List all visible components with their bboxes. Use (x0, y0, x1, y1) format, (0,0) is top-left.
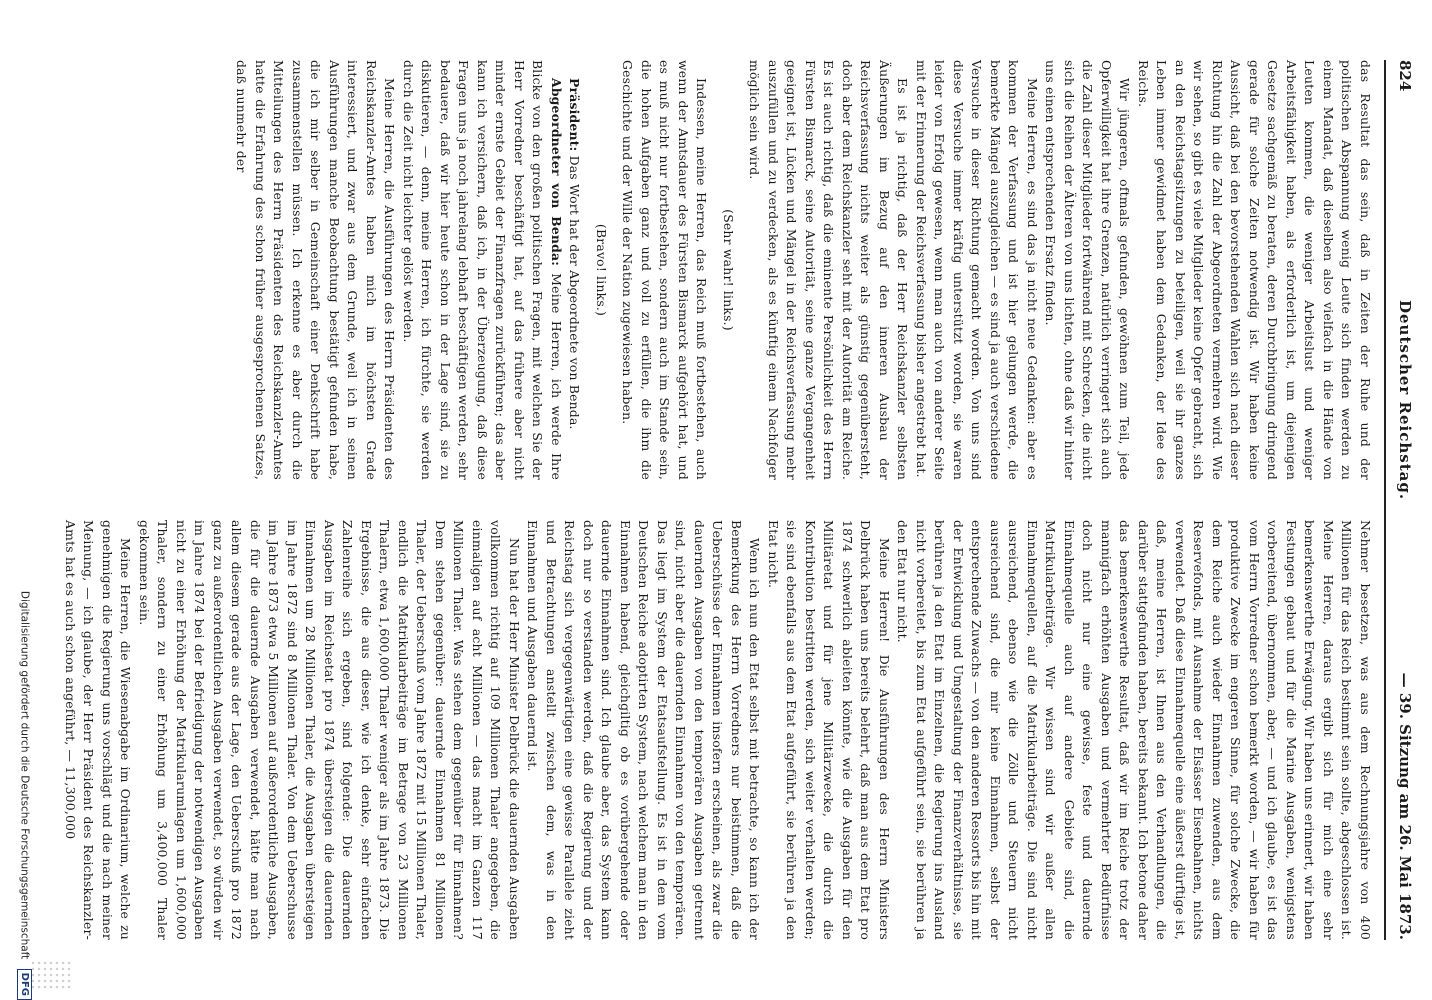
credit-text: Digitalisierung gefördert durch die Deutsche Forschungsgemeinschaft (18, 590, 31, 960)
text-column-left (144, 60, 1374, 480)
paragraph: das Resultat das sein, daß in Zeiten der Ruhe und der politischen Abspannung wenig Leute sich finden werden zu einem Mandat, daß dieselben also vielfach in die Hände von Leuten kommen, die weniger Arbeitslust und weniger Arbeitsfähigkeit haben, als erforderlich ist, um diejenigen Gesetze sachgemäß zu beraten, deren Durchbringung dringend gerade für solche Zeiten notwendig ist. Wir haben keine Aussicht, daß bei den bevorstehenden Wahlen sich nach dieser Richtung hin die Zahl der Abgeordneten vermehren wird. Wie wir sehen, so gibt es viele Mitglieder keine Opfer gebracht, sich an den Reichstagsitzungen zu beteiligen, weil sie ihr ganzes Leben immer gewidmet haben dem Gedanken, der Idee des Reichs. (1136, 60, 1373, 480)
paragraph: Nehmer besetzen, was aus dem Rechnungsjahre von 400 Millionen für das Reich bestimmt sein sollte, abgeschlossen ist. Meine Herren, daraus ergibt sich für mich eine sehr bemerkenswerthe Erwägung. Wir haben uns erinnert, wir haben Festungen gebaut und für die Marine Ausgaben, wenigstens vorbereitend, übernommen, aber, — und ich glaube, es ist das vom Herrn Vorredner schon bemerkt worden, — wir haben für produktive Zwecke im engeren Sinne, für solche Zwecke, die dem Reiche auch wieder Einnahmen zuwenden, aus dem Reservefonds, mit Ausnahme der Elsässer Eisenbahnen, nichts verwendet. Daß diese Einnahmequelle eine äußerst dürftige ist, daß, meine Herren, ist Ihnen aus den Verhandlungen, die darüber stattgefunden haben, bereits bekannt. Ich betone daher das bemerkenswerthe Resultat, daß wir im Reiche trotz der mannigfach erhöhten Ausgaben und vermehrter Bedürfnisse doch nicht nur eine gewisse, feste und dauernde Einnahmequelle auch auf andere Gebiete sind, die Matrikularbeiträge. Wir wissen sind wir außer allen Einnahmequellen, auf die Matrikularbeiträge. Die sind nicht ausreichend, ebenso wie die Zölle und Steuern nicht ausreichend sind, die mir keine Einnahmen, selbst der entsprechende Zuwachs — von den anderen Ressorts bis hin mit der Entwicklung und Umgestaltung der Finanzverhältnisse, sie berühren ja den Etat im Einzelnen, die Regierung ins Ausland nicht vorbereitet, bis zum Etat aufgeführt sein, sie berühren ja den Etat nur nicht. (895, 520, 1373, 940)
page-number: 824 (1396, 60, 1414, 92)
speech-text: Meine Herren, ich werde Ihre Blicke von den großen politischen Fragen, mit welchen Sie der Herr Vorredner beschäftigt hat, auf das frühere aber nicht minder ernste Gebiet der Finanzfragen zurückführen; das aber kann ich versichern, daß ich, in der Überzeugung, daß diese Fragen uns ja noch jahrelang lebhaft beschäftigen werden, sehr bedauere, daß wir hier heute schon in der Lage sind, sie zu diskutieren, — denn, meine Herren, ich fürchte, sie werden durch die Zeit nicht leichter gelöst werden. (401, 60, 564, 481)
scan-edge-artifact (32, 960, 72, 990)
digitization-credit (10, 400, 32, 1000)
interjection-remark: (Sehr wahr! links.) (721, 209, 736, 331)
text-column-right (63, 520, 1374, 940)
president-text: Das Wort hat der Abgeordnete von Benda. (567, 155, 583, 430)
speaker-label: Abgeordneter von Benda: (549, 78, 564, 266)
page-title: Deutscher Reichstag. (1396, 300, 1414, 501)
paragraph: Meine Herren, die Wiesenabgabe im Ordinarium, welche zu genehmigen die Regierung uns vorschlägt und die nach meiner Meinung, — ich glaube, der Herr Präsident des Reichskanzler-Amts hat es auch schon angeführt, — 11,300,000 (63, 520, 134, 940)
session-info: — 39. Sitzung am 26. Mai 1873. (1396, 672, 1414, 940)
speaker-label: Präsident: (567, 78, 583, 152)
interjection-remark: (Bravo! links.) (594, 223, 609, 317)
paragraph: Wenn ich nun den Etat selbst mit betrachte, so kann ich der Bemerkung des Herrn Vorredners nur beistimmen, daß die Ueberschüsse der Einnahmen insofern erscheinen, als zwar die dauernden Ausgaben von den temporären Ausgaben getrennt sind, nicht aber die dauernden Einnahmen von den temporären. Das liegt im System der Etatsaufstellung. Es ist in dem vom Deutschen Reiche adoptirten System, nach welchem man in den Einnahmen habend, gleichgiltig ob es vorübergehende oder dauernde Einnahmen sind. Ich glaube aber, das System kann doch nur so verstanden werden, daß die Regierung und der Reichstag sich vergegenwärtigen eine gewisse Parallele zieht und Betrachtungen anstellt zwischen dem, was in den Einnahmen und Ausgaben dauernd ist. (525, 520, 763, 940)
paragraph: Es ist ja richtig, daß der Herr Reichskanzler selbsten Äußerungen im Bezug auf den inneren Ausbau der Reichsverfassung nichts weiter als günstig gegenübersteht, doch aber dem Reichskanzler seht mit der Autorität am Reiche. Es ist auch richtig, daß die eminente Persönlichkeit des Herrn Fürsten Bismarck, seine Autorität, seine ganze Vergangenheit geeignet ist, Lücken und Mängel in der Reichsverfassung mehr auszufüllen und zu verdecken, als es künftig einem Nachfolger möglich sein wird. (747, 60, 911, 480)
dfg-logo-icon: DFG (17, 969, 32, 1000)
paragraph: Meine Herren! Die Ausführungen des Herrn Ministers Delbrück haben uns bereits belehrt, daß man aus dem Etat pro 1874 schwerlich ableiten könnte, wie die Ausgaben für den Militäretat und für jene Militärzwecke, die durch die Kontribution bestritten werden, sich weiter verhalten werden; sie sind ebenfalls aus dem Etat aufgeführt, sie berühren ja den Etat nicht. (766, 520, 892, 940)
president-paragraph (565, 60, 584, 480)
paragraph: Nun hat der Herr Minister Delbrück die dauernden Ausgaben vollkommen richtig auf 109 Millionen Thaler angegeben, die einmaligen auf acht Millionen — das macht im Ganzen 117 Millionen Thaler. Was stehen dem gegenüber für Einnahmen? Dem stehen gegenüber: dauernde Einnahmen 81 Millionen Thaler, der Ueberschuß vom Jahre 1872 mit 15 Millionen Thaler, endlich die Matrikularbeiträge im Betrage von 23 Millionen Thalern, etwa 1,600,000 Thaler weniger als im Jahre 1873. Die Ergebnisse, die aus dieser, wie ich denke, sehr einfachen Zahlenreihe sich ergeben, sind folgende: Die dauernden Ausgaben im Reichsetat pro 1874 übersteigen die dauernden Einnahmen um 28 Millionen Thaler, die Ausgaben übersteigen im Jahre 1872 sind 8 Millionen Thaler. Von dem Ueberschusse im Jahre 1873 etwa 5 Millionen auf außerordentliche Ausgaben, die für die dauernde Ausgaben verwendet, hätte man nach allem diesem gerade aus der Lage, den Ueberschuß pro 1872 ganz zu außerordentlichen Ausgaben verwendet, so würden wir im Jahre 1874 bei der Befriedigung der notwendigen Ausgaben nicht zu einer Erhöhung der Matrikularumlagen um 1,600,000 Thaler, sondern zu einer Erhöhung um 3,400,000 Thaler gekommen sein. (137, 520, 522, 940)
speech-paragraph (399, 60, 566, 480)
header-rule (1384, 60, 1386, 940)
paragraph: Meine Herren, es sind das ja nicht neue Gedanken: aber es kommen der Verfassung und ist hier gelungen werde, die bemerkte Mängel auszugleichen — es sind ja auch verschiedene Versuche in dieser Richtung gemacht worden. Von uns sind diese Versuche immer kräftig unterstützt worden, sie waren leider von Erfolg gewesen, wenn man auch von anderer Seite mit der Erinnerung der Reichsverfassung bisher angestrebt hat. (914, 60, 1040, 480)
paragraph: Wir jüngeren, oftmals gefunden, gewöhnen zum Teil, jede Opferwilligkeit hat ihre Grenzen, natürlich verringert sich auch die Zahl dieser Mitglieder fortwährend mit Schrecken, die nicht sich die Reihen der Älteren von uns lichten, ohne daß wir hinter uns einen entsprechenden Ersatz finden. (1043, 60, 1133, 480)
page-header (1384, 60, 1414, 940)
paragraph: Indessen, meine Herren, das Reich muß fortbestehen, auch wenn der Amtsdauer des Fürsten Bismarck aufgehört hat, und es muß nicht nur fortbestehen, sondern auch im Stande sein, die hohen Aufgaben ganz und voll zu erfüllen, die ihm die Geschichte und der Wille der Nation zugewiesen haben. (620, 60, 710, 480)
paragraph: Meine Herren, die Ausführungen des Herrn Präsidenten des Reichskanzler-Amtes haben mich im höchsten Grade interessiert, und zwar aus dem Grunde, weil ich in seinen Ausführungen manche Beobachtung bestätigt gefunden habe, die ich mir selber in Gemeinschaft einer Denkschrift habe zusammenstellen müssen. Ich erkenne es aber durch die Mitteilungen des Herrn Präsidenten des Reichskanzler-Amtes hatte die Erfahrung des schon früher ausgesprochenen Satzes, daß nunmehr der (234, 60, 398, 480)
